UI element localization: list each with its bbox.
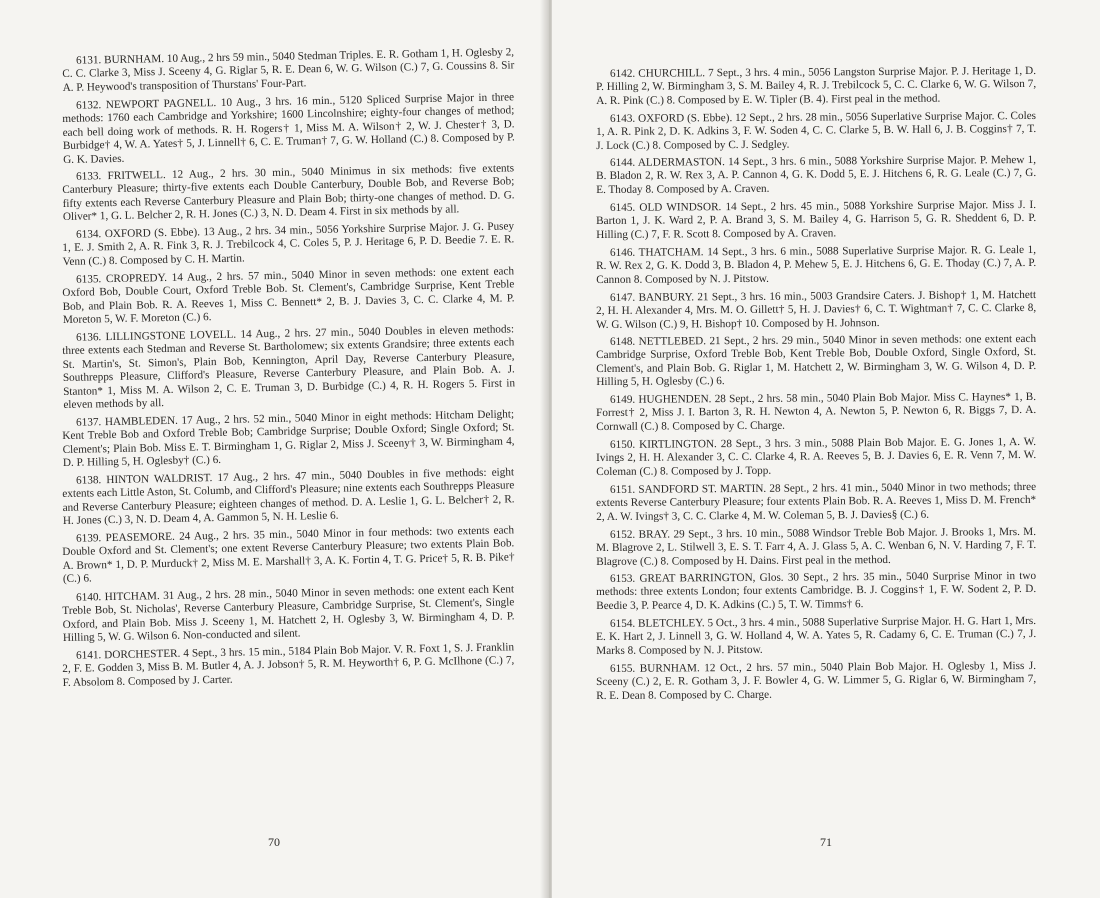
peal-entry: 6140. HITCHAM. 31 Aug., 2 hrs. 28 min., 5040 Minor in seven methods: one extent each Kent Treble Bob, St. Nicholas', Reverse Canterbury Pleasure, Cambridge Surprise, St. Clement's, Single Oxford, and Plain Bob. Miss J. Sceeny 1, M. Hatchett 2, H. Oglesby 3, W. Birmingham 4, D. P. Hilling 5, W. G. Wilson 6. Non-conducted and silent. [62, 582, 515, 644]
peal-entry: 6139. PEASEMORE. 24 Aug., 2 hrs. 35 min., 5040 Minor in four methods: two extents each Double Oxford and St. Clement's; one extent Reverse Canterbury Pleasure; two extents Plain Bob. A. Brown* 1, D. P. Murduck† 2, Miss M. E. Marshall† 3, A. K. Fortin 4, T. G. Price† 5, R. B. Pike† (C.) 6. [62, 524, 515, 586]
peal-entry: 6149. HUGHENDEN. 28 Sept., 2 hrs. 58 min., 5040 Plain Bob Major. Miss C. Haynes* 1, B. Forrest† 2, Miss J. I. Barton 3, R. H. Newton 4, A. Newton 5, P. Newton 6, R. Biggs 7, D. A. Cornwall (C.) 8. Composed by C. Charge. [596, 391, 1037, 434]
peal-entry: 6133. FRITWELL. 12 Aug., 2 hrs. 30 min., 5040 Minimus in six methods: five extents Canterbury Pleasure; thirty-five extents each Double Canterbury, Double Bob, and Reverse Bob; fifty extents each Reverse Canterbury Pleasure and Plain Bob; thirty-one changes of method. D. G. Oliver* 1, G. L. Belcher 2, R. H. Jones (C.) 3, N. D. Deam 4. First in six methods by all. [62, 162, 515, 224]
peal-entry: 6152. BRAY. 29 Sept., 3 hrs. 10 min., 5088 Windsor Treble Bob Major. J. Brooks 1, Mrs. M. M. Blagrove 2, L. Stilwell 3, E. S. T. Farr 4, A. J. Glass 5, A. C. Wenban 6, N. V. Harding 7, F. T. Blagrove (C.) 8. Composed by H. Dains. First peal in the method. [596, 525, 1037, 568]
peal-entry: 6131. BURNHAM. 10 Aug., 2 hrs 59 min., 5040 Stedman Triples. E. R. Gotham 1, H. Oglesby 2, C. C. Clarke 3, Miss J. Sceeny 4, G. Riglar 5, R. E. Dean 6, W. G. Wilson (C.) 7, G. Coussins 8. Sir A. P. Heywood's transposition of Thurstans' Four-Part. [62, 46, 515, 94]
peal-entry: 6137. HAMBLEDEN. 17 Aug., 2 hrs. 52 min., 5040 Minor in eight methods: Hitcham Delight; Kent Treble Bob and Oxford Treble Bob; Cambridge Surprise; Double Oxford; Single Oxford; St. Clement's; Plain Bob. Miss E. T. Birmingham 1, G. Riglar 2, Miss J. Sceeny† 3, W. Birmingham 4, D. P. Hilling 5, H. Oglesby† (C.) 6. [62, 408, 515, 470]
peal-entry: 6142. CHURCHILL. 7 Sept., 3 hrs. 4 min., 5056 Langston Surprise Major. P. J. Heritage 1, D. P. Hilling 2, W. Birmingham 3, S. M. Bailey 4, R. J. Trebilcock 5, C. C. Clarke 6, W. G. Wilson 7, A. R. Pink (C.) 8. Composed by E. W. Tipler (B. 4). First peal in the method. [596, 64, 1037, 107]
peal-entry: 6132. NEWPORT PAGNELL. 10 Aug., 3 hrs. 16 min., 5120 Spliced Surprise Major in three methods: 1760 each Cambridge and Yorkshire; 1600 Lincolnshire; eighty-four changes of method; each bell doing work of methods. R. H. Rogers† 1, Miss M. A. Wilson† 2, W. J. Chester† 3, D. Burbidge† 4, W. A. Yates† 5, J. Linnell† 6, C. E. Truman† 7, G. W. Holland (C.) 8. Composed by P. G. K. Davies. [62, 91, 515, 166]
peal-list [596, 64, 1037, 703]
peal-entry: 6136. LILLINGSTONE LOVELL. 14 Aug., 2 hrs. 27 min., 5040 Doubles in eleven methods: three extents each Stedman and Reverse St. Bartholomew; six extents Grandsire; three extents each St. Martin's, St. Simon's, Plain Bob, Kennington, April Day, Reverse Canterbury Pleasure, Southrepps Pleasure, Clifford's Pleasure, Reverse Canterbury Pleasure, and Plain Bob. A. J. Stanton* 1, Miss M. A. Wilson 2, C. E. Truman 3, D. Burbidge (C.) 4, R. H. Rogers 5. First in eleven methods by all. [62, 323, 516, 412]
right-page [552, 0, 1100, 898]
peal-entry: 6145. OLD WINDSOR. 14 Sept., 2 hrs. 45 min., 5088 Yorkshire Surprise Major. Miss J. I. Barton 1, J. K. Ward 2, P. A. Brand 3, S. M. Bailey 4, G. Harrison 5, G. R. Sheddent 6, D. P. Hilling (C.) 7, F. R. Scott 8. Composed by A. Craven. [596, 199, 1037, 241]
left-page [0, 0, 548, 898]
page-number: 71 [820, 835, 832, 849]
peal-entry: 6144. ALDERMASTON. 14 Sept., 3 hrs. 6 min., 5088 Yorkshire Surprise Major. P. Mehew 1, B. Bladon 2, R. W. Rex 3, A. P. Cannon 4, G. K. Dodd 5, E. J. Hitchens 6, R. G. Leale (C.) 7, G. E. Thoday 8. Composed by A. Craven. [596, 154, 1037, 197]
peal-entry: 6135. CROPREDY. 14 Aug., 2 hrs. 57 min., 5040 Minor in seven methods: one extent each Oxford Bob, Double Court, Oxford Treble Bob. St. Clement's, Cambridge Surprise, Kent Treble Bob, and Plain Bob. R. A. Reeves 1, Miss C. Bennett* 2, B. J. Davies 3, C. C. Clarke 4, M. P. Moreton 5, W. F. Moreton (C.) 6. [62, 265, 515, 327]
peal-entry: 6138. HINTON WALDRIST. 17 Aug., 2 hrs. 47 min., 5040 Doubles in five methods: eight extents each Little Aston, St. Columb, and Clifford's Pleasure; nine extents each Southrepps Pleasure and Reverse Canterbury Pleasure; eighteen changes of method. D. A. Leslie 1, G. L. Belcher† 2, R. H. Jones (C.) 3, N. D. Deam 4, A. Gammon 5, N. H. Leslie 6. [62, 466, 515, 528]
peal-entry: 6155. BURNHAM. 12 Oct., 2 hrs. 57 min., 5040 Plain Bob Major. H. Oglesby 1, Miss J. Sceeny (C.) 2, E. R. Gotham 3, J. F. Bowler 4, G. W. Limmer 5, G. Riglar 6, W. Birmingham 7, R. E. Dean 8. Composed by C. Charge. [596, 659, 1037, 702]
peal-entry: 6154. BLETCHLEY. 5 Oct., 3 hrs. 4 min., 5088 Superlative Surprise Major. H. G. Hart 1, Mrs. E. K. Hart 2, J. Linnell 3, G. W. Holland 4, W. A. Yates 5, R. Cadamy 6, C. E. Truman (C.) 7, J. Marks 8. Composed by N. J. Pitstow. [596, 614, 1037, 657]
peal-entry: 6148. NETTLEBED. 21 Sept., 2 hrs. 29 min., 5040 Minor in seven methods: one extent each Cambridge Surprise, Oxford Treble Bob, Kent Treble Bob, Double Oxford, Single Oxford, St. Clement's, and Plain Bob. G. Riglar 1, M. Hatchett 2, W. Birmingham 3, W. G. Wilson 4, D. P. Hilling 5, H. Oglesby (C.) 6. [596, 333, 1037, 389]
peal-entry: 6151. SANDFORD ST. MARTIN. 28 Sept., 2 hrs. 41 min., 5040 Minor in two methods; three extents Reverse Canterbury Pleasure; four extents Plain Bob. R. A. Reeves 1, Miss D. M. French* 2, A. W. Ivings† 3, C. C. Clarke 4, M. W. Coleman 5, B. J. Davies§ (C.) 6. [596, 480, 1037, 523]
page-number: 70 [268, 835, 280, 849]
peal-entry: 6143. OXFORD (S. Ebbe). 12 Sept., 2 hrs. 28 min., 5056 Superlative Surprise Major. C. Coles 1, A. R. Pink 2, D. K. Adkins 3, F. W. Soden 4, C. C. Clarke 5, B. W. Hall 6, J. B. Coggins† 7, T. J. Lock (C.) 8. Composed by C. J. Sedgley. [596, 109, 1037, 152]
peal-entry: 6147. BANBURY. 21 Sept., 3 hrs. 16 min., 5003 Grandsire Caters. J. Bishop† 1, M. Hatchett 2, H. H. Alexander 4, Mrs. M. O. Gillett† 5, H. J. Davies† 6, C. T. Wightman† 7, C. C. Clarke 8, W. G. Wilson (C.) 9, H. Bishop† 10. Composed by H. Johnson. [596, 288, 1037, 331]
peal-entry: 6141. DORCHESTER. 4 Sept., 3 hrs. 15 min., 5184 Plain Bob Major. V. R. Foxt 1, S. J. Franklin 2, F. E. Godden 3, Miss B. M. Butler 4, A. J. Jobson† 5, R. M. Heyworth† 6, P. G. McIlhone (C.) 7, F. Absolom 8. Composed by J. Carter. [62, 640, 515, 689]
peal-entry: 6134. OXFORD (S. Ebbe). 13 Aug., 2 hrs. 34 min., 5056 Yorkshire Surprise Major. J. G. Pusey 1, E. J. Smith 2, A. R. Fink 3, R. J. Trebilcock 4, C. Coles 5, P. J. Heritage 6, P. D. Beedie 7. E. R. Venn (C.) 8. Composed by C. H. Martin. [62, 220, 515, 269]
peal-entry: 6153. GREAT BARRINGTON, Glos. 30 Sept., 2 hrs. 35 min., 5040 Surprise Minor in two methods: three extents London; four extents Cambridge. B. J. Coggins† 1, F. W. Sodent 2, P. D. Beedie 3, P. Pearce 4, D. K. Adkins (C.) 5, T. W. Timms† 6. [596, 570, 1037, 613]
peal-entry: 6150. KIRTLINGTON. 28 Sept., 3 hrs. 3 min., 5088 Plain Bob Major. E. G. Jones 1, A. W. Ivings 2, H. H. Alexander 3, C. C. Clarke 4, R. A. Reeves 5, B. J. Davies 6, E. R. Venn 7, M. W. Coleman (C.) 8. Composed by J. Topp. [596, 436, 1037, 478]
peal-entry: 6146. THATCHAM. 14 Sept., 3 hrs. 6 min., 5088 Superlative Surprise Major. R. G. Leale 1, R. W. Rex 2, G. K. Dodd 3, B. Bladon 4, P. Mehew 5, E. J. Hitchens 6, G. E. Thoday (C.) 7, A. P. Cannon 8. Composed by N. J. Pitstow. [596, 243, 1037, 286]
peal-list [62, 46, 516, 690]
